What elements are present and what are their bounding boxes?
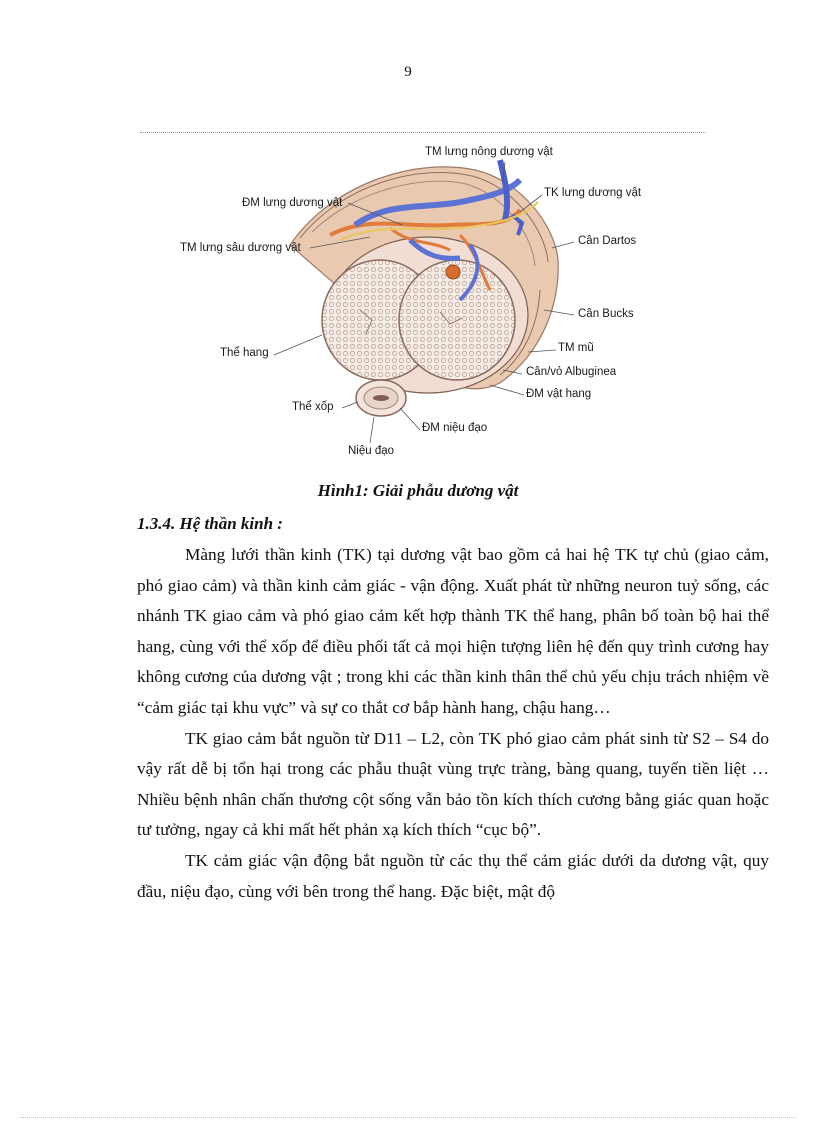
label-tm-lung-nong: TM lưng nông dương vật <box>425 146 553 158</box>
anatomy-figure <box>160 140 660 470</box>
label-nieu-dao: Niệu đạo <box>348 445 395 457</box>
label-can-bucks: Cân Bucks <box>578 308 634 320</box>
bottom-divider <box>20 1117 796 1118</box>
top-divider <box>140 132 706 133</box>
label-the-xop: Thể xốp <box>292 401 334 413</box>
label-dm-lung: ĐM lưng dương vật <box>242 197 343 209</box>
label-dm-vat-hang: ĐM vật hang <box>526 388 592 400</box>
page-number: 9 <box>404 64 412 80</box>
label-the-hang: Thể hang <box>220 347 269 359</box>
label-can-vo-albuginea: Cân/vỏ Albuginea <box>526 366 617 378</box>
body-text <box>137 540 769 907</box>
figure-caption: Hình1: Giải phẫu dương vật <box>317 481 519 500</box>
label-tk-lung: TK lưng dương vật <box>544 187 642 199</box>
label-tm-lung-sau: TM lưng sâu dương vật <box>180 242 301 254</box>
label-can-dartos: Cân Dartos <box>578 235 637 247</box>
label-tm-mu: TM mũ <box>558 342 594 354</box>
section-heading: 1.3.4. Hệ thần kinh : <box>137 514 283 533</box>
label-dm-nieu-dao: ĐM niệu đạo <box>422 422 488 434</box>
paragraph: TK cảm giác vận động bắt nguồn từ các thụ thể cảm giác dưới da dương vật, quy đầu, niệu đạo, cùng với bên trong thể hang. Đặc biệt, mật độ <box>137 850 769 901</box>
paragraph: TK giao cảm bắt nguồn từ D11 – L2, còn TK phó giao cảm phát sinh từ S2 – S4 do vậy rất dễ bị tổn hại trong các phẫu thuật vùng trực tràng, bàng quang, tuyến tiền liệt … Nhiều bệnh nhân chấn thương cột sống vẫn bảo tồn kích thích cương bằng giác quan hoặc tư tưởng, ngay cả khi mất hết phản xạ kích thích “cục bộ”. <box>137 728 769 840</box>
paragraph: Màng lưới thần kinh (TK) tại dương vật bao gồm cả hai hệ TK tự chủ (giao cảm, phó giao cảm) và thần kinh cảm giác - vận động. Xuất phát từ những neuron tuỷ sống, các nhánh TK giao cảm và phó giao cảm kết hợp thành TK thể hang, phân bố toàn bộ hai thể hang, cùng với thể xốp để điều phối tất cả mọi hiện tượng liên hệ đến quy trình cương hay không cương của dương vật ; trong khi các thần kinh thân thể chủ yếu chịu trách nhiệm về “cảm giác tại khu vực” và sự co thắt cơ bắp hành hang, chậu hang… <box>137 545 769 717</box>
